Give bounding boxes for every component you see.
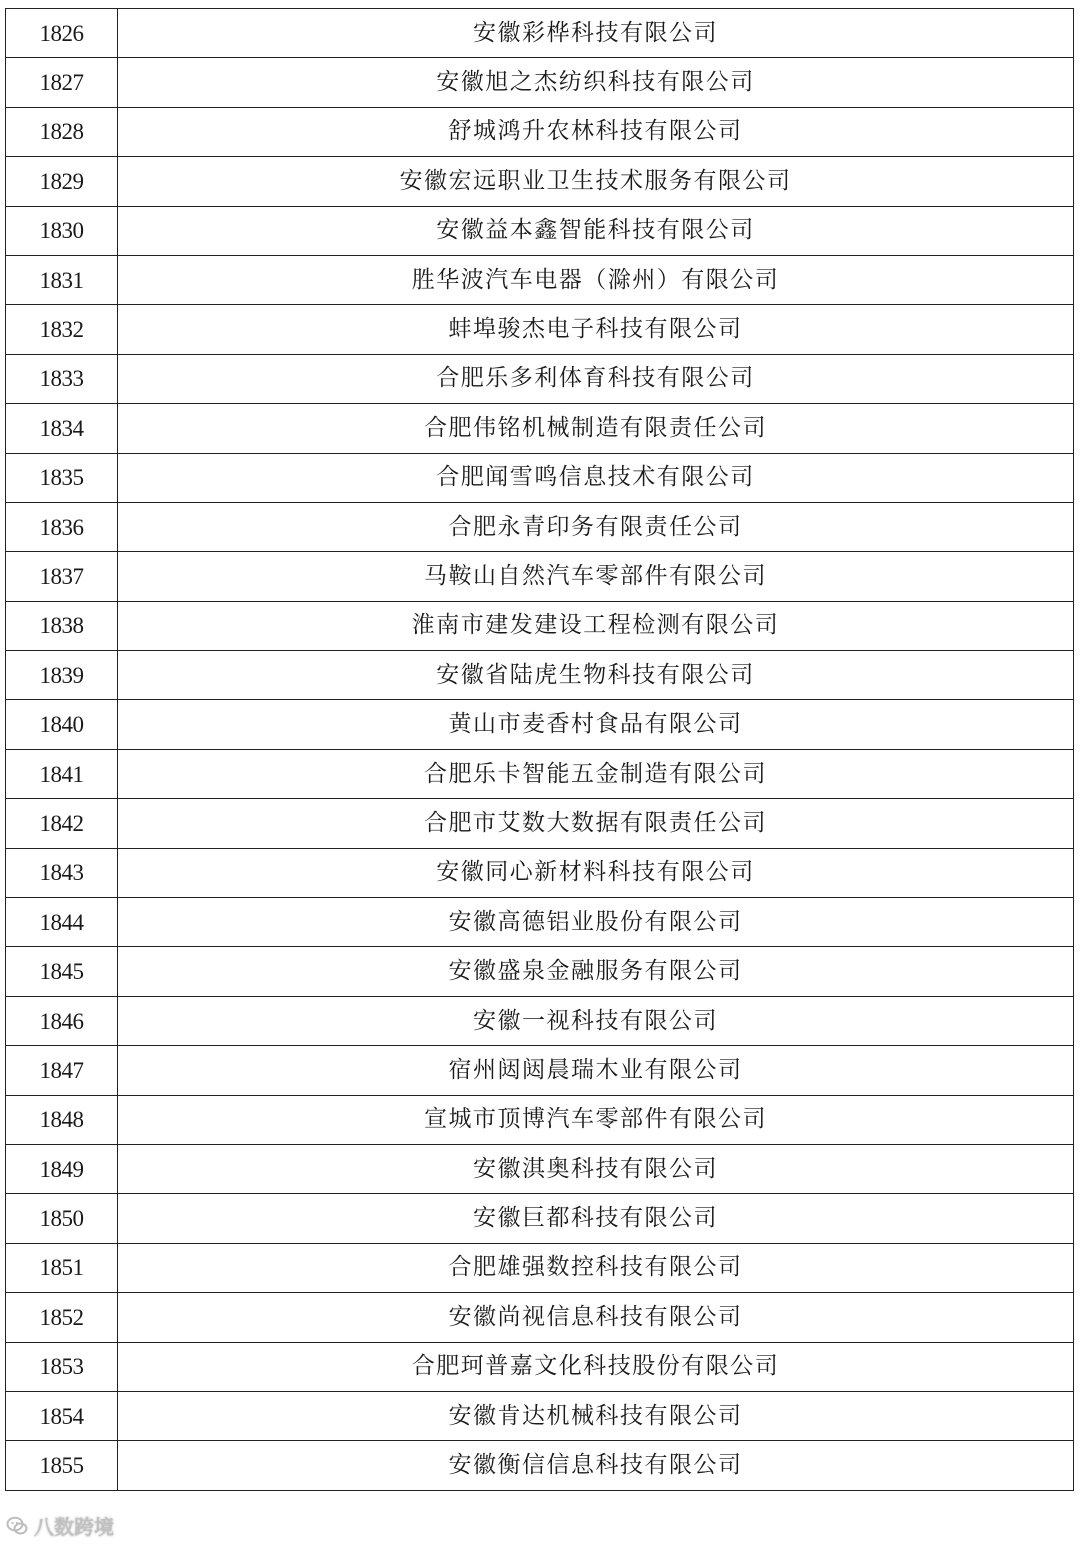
company-name: 合肥珂普嘉文化科技股份有限公司: [118, 1342, 1074, 1391]
table-row: [6, 1243, 1074, 1292]
company-name: 胜华波汽车电器（滁州）有限公司: [118, 255, 1074, 304]
company-name: 安徽淇奥科技有限公司: [118, 1144, 1074, 1193]
company-name: 合肥乐多利体育科技有限公司: [118, 354, 1074, 403]
company-name: 安徽宏远职业卫生技术服务有限公司: [118, 157, 1074, 206]
table-row: [6, 502, 1074, 551]
row-number: 1838: [6, 601, 118, 650]
row-number: 1840: [6, 700, 118, 749]
table-row: [6, 354, 1074, 403]
company-name: 安徽一视科技有限公司: [118, 996, 1074, 1045]
table-row: [6, 651, 1074, 700]
table-row: [6, 157, 1074, 206]
table-row: [6, 58, 1074, 107]
row-number: 1831: [6, 255, 118, 304]
company-list-sheet: [5, 8, 1074, 1491]
row-number: 1836: [6, 502, 118, 551]
company-name: 合肥市艾数大数据有限责任公司: [118, 799, 1074, 848]
row-number: 1839: [6, 651, 118, 700]
company-name: 合肥伟铭机械制造有限责任公司: [118, 404, 1074, 453]
company-table-body: [6, 9, 1074, 1491]
company-name: 合肥永青印务有限责任公司: [118, 502, 1074, 551]
wechat-logo-icon: [6, 1515, 28, 1537]
table-row: [6, 1194, 1074, 1243]
watermark: [6, 1511, 114, 1540]
table-row: [6, 1391, 1074, 1440]
table-row: [6, 9, 1074, 58]
row-number: 1844: [6, 898, 118, 947]
table-row: [6, 799, 1074, 848]
company-table: [5, 8, 1074, 1491]
company-name: 宿州闼闼晨瑞木业有限公司: [118, 1046, 1074, 1095]
company-name: 合肥雄强数控科技有限公司: [118, 1243, 1074, 1292]
row-number: 1852: [6, 1293, 118, 1342]
row-number: 1855: [6, 1441, 118, 1490]
company-name: 安徽旭之杰纺织科技有限公司: [118, 58, 1074, 107]
table-row: [6, 305, 1074, 354]
company-name: 安徽盛泉金融服务有限公司: [118, 947, 1074, 996]
row-number: 1833: [6, 354, 118, 403]
row-number: 1848: [6, 1095, 118, 1144]
company-name: 舒城鸿升农林科技有限公司: [118, 107, 1074, 156]
row-number: 1853: [6, 1342, 118, 1391]
company-name: 安徽尚视信息科技有限公司: [118, 1293, 1074, 1342]
row-number: 1845: [6, 947, 118, 996]
watermark-text: 八数跨境: [34, 1515, 114, 1539]
table-row: [6, 848, 1074, 897]
company-name: 安徽肯达机械科技有限公司: [118, 1391, 1074, 1440]
table-row: [6, 453, 1074, 502]
table-row: [6, 552, 1074, 601]
row-number: 1842: [6, 799, 118, 848]
row-number: 1841: [6, 749, 118, 798]
company-name: 安徽益本鑫智能科技有限公司: [118, 206, 1074, 255]
table-row: [6, 749, 1074, 798]
table-row: [6, 996, 1074, 1045]
row-number: 1832: [6, 305, 118, 354]
row-number: 1843: [6, 848, 118, 897]
table-row: [6, 601, 1074, 650]
table-row: [6, 1293, 1074, 1342]
row-number: 1826: [6, 9, 118, 58]
table-row: [6, 107, 1074, 156]
table-row: [6, 1095, 1074, 1144]
row-number: 1835: [6, 453, 118, 502]
company-name: 马鞍山自然汽车零部件有限公司: [118, 552, 1074, 601]
row-number: 1837: [6, 552, 118, 601]
table-row: [6, 700, 1074, 749]
table-row: [6, 1046, 1074, 1095]
table-row: [6, 1342, 1074, 1391]
table-row: [6, 898, 1074, 947]
company-name: 安徽彩桦科技有限公司: [118, 9, 1074, 58]
company-name: 安徽同心新材料科技有限公司: [118, 848, 1074, 897]
company-name: 安徽巨都科技有限公司: [118, 1194, 1074, 1243]
row-number: 1854: [6, 1391, 118, 1440]
company-name: 合肥闻雪鸣信息技术有限公司: [118, 453, 1074, 502]
company-name: 宣城市顶博汽车零部件有限公司: [118, 1095, 1074, 1144]
company-name: 合肥乐卡智能五金制造有限公司: [118, 749, 1074, 798]
company-name: 安徽省陆虎生物科技有限公司: [118, 651, 1074, 700]
company-name: 淮南市建发建设工程检测有限公司: [118, 601, 1074, 650]
table-row: [6, 947, 1074, 996]
row-number: 1830: [6, 206, 118, 255]
row-number: 1827: [6, 58, 118, 107]
company-name: 安徽衡信信息科技有限公司: [118, 1441, 1074, 1490]
row-number: 1849: [6, 1144, 118, 1193]
row-number: 1829: [6, 157, 118, 206]
table-row: [6, 1441, 1074, 1490]
row-number: 1851: [6, 1243, 118, 1292]
table-row: [6, 1144, 1074, 1193]
table-row: [6, 255, 1074, 304]
table-row: [6, 404, 1074, 453]
row-number: 1847: [6, 1046, 118, 1095]
company-name: 蚌埠骏杰电子科技有限公司: [118, 305, 1074, 354]
row-number: 1828: [6, 107, 118, 156]
row-number: 1850: [6, 1194, 118, 1243]
row-number: 1834: [6, 404, 118, 453]
company-name: 安徽高德铝业股份有限公司: [118, 898, 1074, 947]
company-name: 黄山市麦香村食品有限公司: [118, 700, 1074, 749]
row-number: 1846: [6, 996, 118, 1045]
table-row: [6, 206, 1074, 255]
